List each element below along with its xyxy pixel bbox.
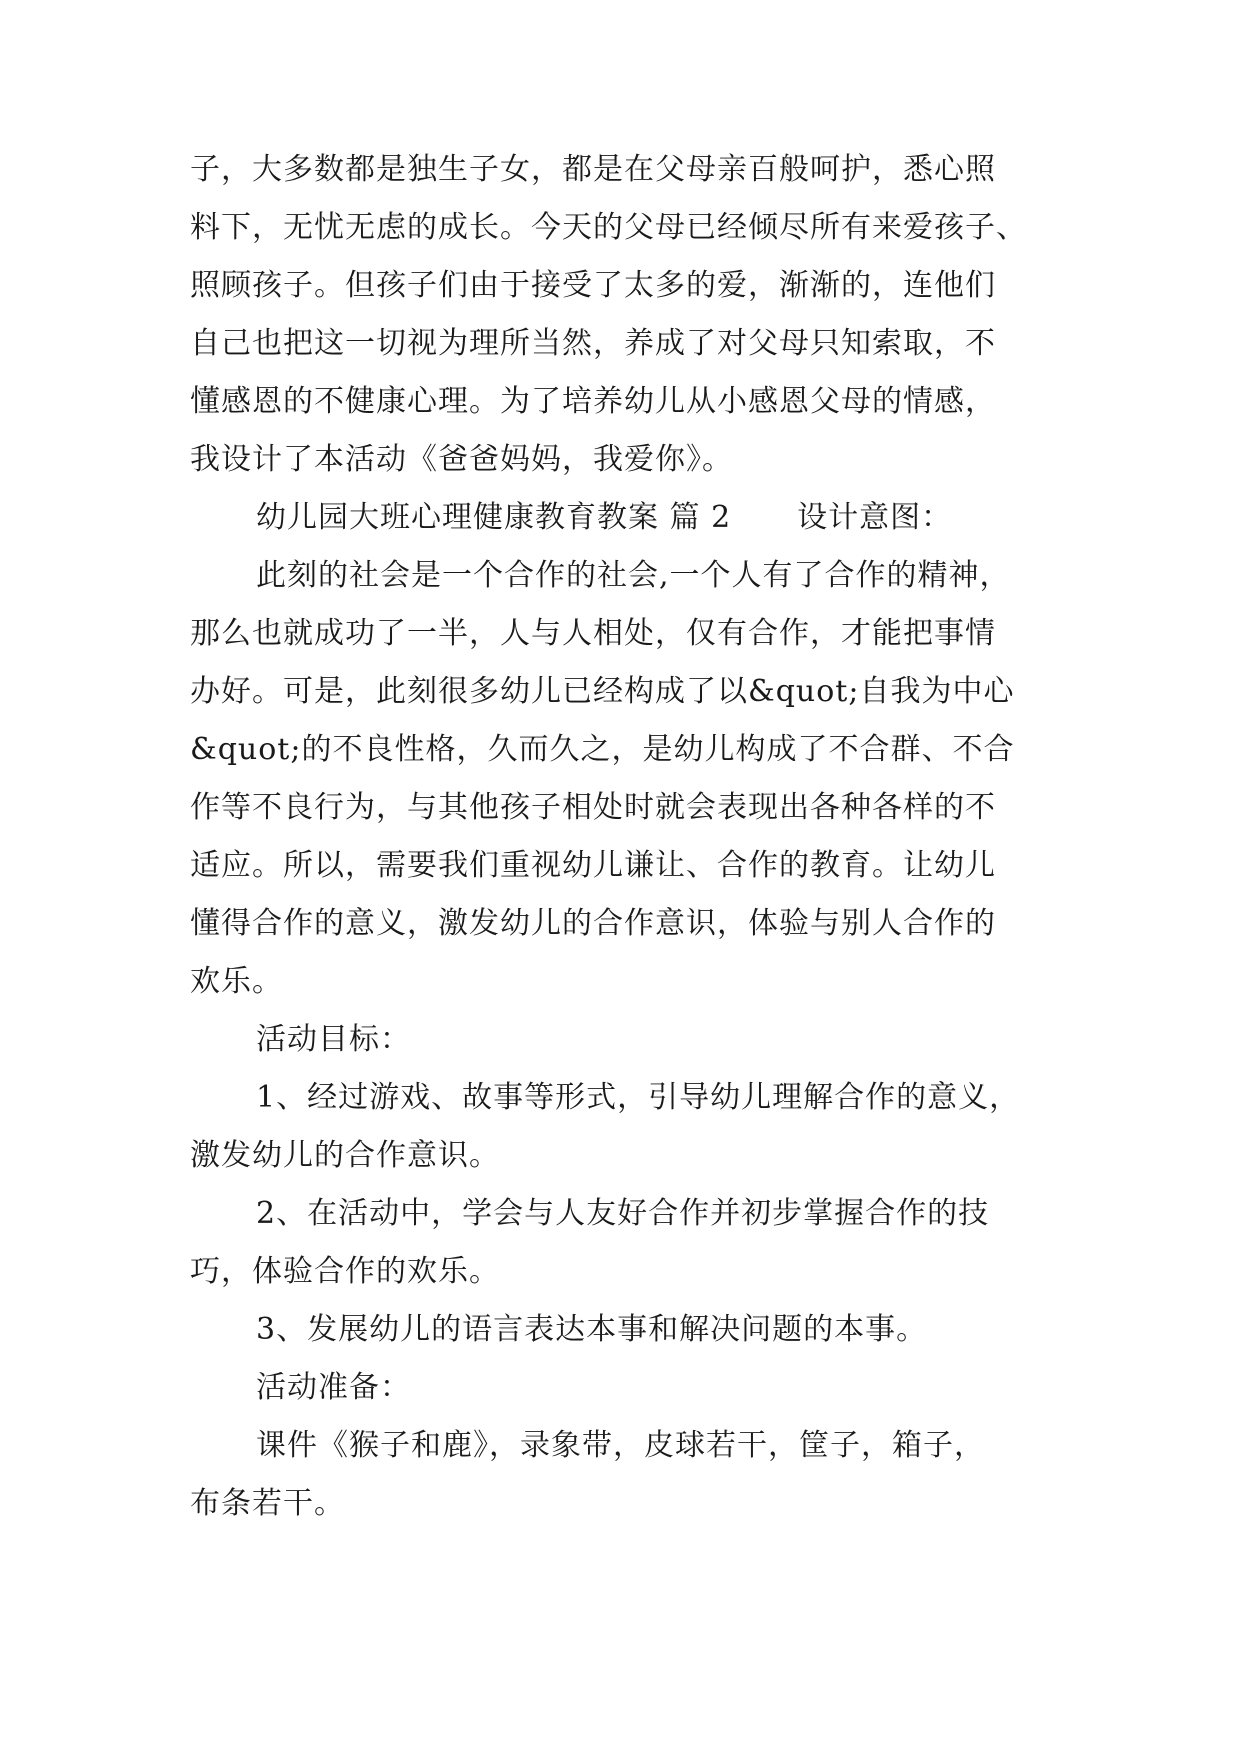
- goals-heading: 活动目标：: [256, 1022, 411, 1057]
- paragraph-line: 懂得合作的意义，激发幼儿的合作意识，体验与别人合作的: [190, 906, 996, 941]
- goal-item: 1、经过游戏、故事等形式，引导幼儿理解合作的意义，: [256, 1080, 1021, 1115]
- goal-item: 巧，体验合作的欢乐。: [190, 1254, 500, 1289]
- document-body: [190, 141, 1070, 1533]
- paragraph-line: 子，大多数都是独生子女，都是在父母亲百般呵护，悉心照: [190, 152, 996, 187]
- section-heading: [190, 489, 1070, 547]
- paragraph-line: 照顾孩子。但孩子们由于接受了太多的爱，渐渐的，连他们: [190, 268, 996, 303]
- paragraph-line: 适应。所以，需要我们重视幼儿谦让、合作的教育。让幼儿: [190, 848, 996, 883]
- section-subtitle: 设计意图：: [797, 500, 953, 535]
- paragraph-line: &quot;的不良性格，久而久之，是幼儿构成了不合群、不合: [190, 732, 1015, 767]
- paragraph-line: 欢乐。: [190, 964, 283, 999]
- prep-heading: 活动准备：: [256, 1370, 411, 1405]
- paragraph-line: 我设计了本活动《爸爸妈妈，我爱你》。: [190, 442, 733, 477]
- paragraph-line: 此刻的社会是一个合作的社会,一个人有了合作的精神，: [256, 558, 1011, 593]
- prep-item: 课件《猴子和鹿》，录象带，皮球若干，筐子，箱子，: [256, 1428, 985, 1463]
- prep-item: 布条若干。: [190, 1486, 345, 1521]
- paragraph-line: 那么也就成功了一半，人与人相处，仅有合作，才能把事情: [190, 616, 996, 651]
- section-title: 幼儿园大班心理健康教育教案 篇 2: [256, 500, 732, 535]
- paragraph-line: 作等不良行为，与其他孩子相处时就会表现出各种各样的不: [190, 790, 996, 825]
- paragraph-line: 办好。可是，此刻很多幼儿已经构成了以&quot;自我为中心: [190, 674, 1015, 709]
- paragraph-line: 懂感恩的不健康心理。为了培养幼儿从小感恩父母的情感，: [190, 384, 996, 419]
- goal-item: 2、在活动中，学会与人友好合作并初步掌握合作的技: [256, 1196, 990, 1231]
- paragraph-line: 料下，无忧无虑的成长。今天的父母已经倾尽所有来爱孩子、: [190, 210, 1027, 245]
- paragraph-line: 自己也把这一切视为理所当然，养成了对父母只知索取，不: [190, 326, 996, 361]
- goal-item: 激发幼儿的合作意识。: [190, 1138, 500, 1173]
- goal-item: 3、发展幼儿的语言表达本事和解决问题的本事。: [256, 1312, 928, 1347]
